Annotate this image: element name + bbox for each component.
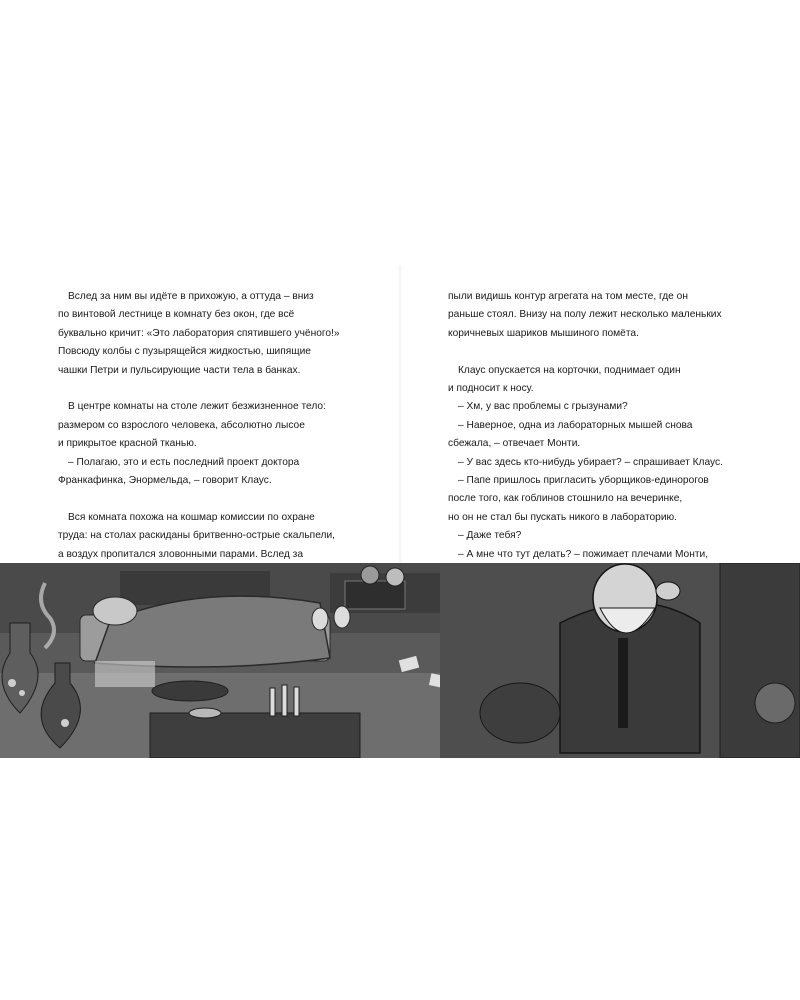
paragraph-gap (448, 343, 748, 361)
text-line: и подносит к носу. (448, 383, 534, 395)
specimen-jar (361, 566, 379, 584)
text-line: размером со взрослого человека, абсолютно лысое (58, 419, 305, 431)
window-frame (720, 563, 800, 758)
text-line: – Хм, у вас проблемы с грызунами? (458, 401, 628, 413)
petri-dish (189, 708, 221, 718)
lab-illustration (0, 563, 800, 758)
text-line: сбежала, – отвечает Монти. (448, 438, 581, 450)
text-line: по винтовой лестнице в комнату без окон, где всё (58, 309, 295, 321)
paragraph-gap (58, 380, 358, 398)
text-line: Повсюду колбы с пузырящейся жидкостью, шипящие (58, 346, 311, 358)
body-foot (312, 608, 328, 630)
text-line: – А мне что тут делать? – пожимает плечами Монти, (458, 548, 709, 560)
text-line: – У вас здесь кто-нибудь убирает? – спрашивает Клаус. (458, 456, 723, 468)
bubble (19, 690, 25, 696)
text-line: Вся комната похожа на кошмар комиссии по охране (68, 511, 315, 523)
text-line: чашки Петри и пульсирующие части тела в банках. (58, 364, 301, 376)
body-head (93, 597, 137, 625)
text-line: буквально кричит: «Это лаборатория спятившего учёного!» (58, 327, 340, 339)
text-line: труда: на столах раскиданы бритвенно-острые скальпели, (58, 530, 335, 542)
lab-bench (150, 713, 360, 758)
text-line: – Папе пришлось пригласить уборщиков-единорогов (458, 475, 709, 487)
text-line: после того, как гоблинов стошнило на вечеринке, (448, 493, 683, 505)
paragraph (58, 288, 358, 380)
text-line: – Даже тебя? (458, 530, 522, 542)
test-tube (294, 687, 299, 716)
text-line: раньше стоял. Внизу на полу лежит несколько маленьких (448, 309, 722, 321)
paragraph (58, 398, 358, 490)
text-line: Клаус опускается на корточки, поднимает один (458, 364, 681, 376)
paragraph (448, 288, 748, 343)
klaus-knee (480, 683, 560, 743)
text-line: коричневых шариков мышиного помёта. (448, 327, 639, 339)
text-line: а воздух пропитался зловонными парами. Вслед за (58, 548, 304, 560)
text-line: Франкафинка, Энормельда, – говорит Клаус. (58, 475, 272, 487)
skull-jar (386, 568, 404, 586)
table-glow (95, 661, 155, 687)
body-foot (334, 606, 350, 628)
jar (755, 683, 795, 723)
test-tube (282, 685, 287, 716)
table-base (152, 681, 228, 701)
paragraph-gap (58, 490, 358, 508)
klaus-tie (618, 638, 628, 728)
text-line: Вслед за ним вы идёте в прихожую, а оттуда – вниз (68, 291, 314, 302)
bubble (61, 719, 69, 727)
test-tube (270, 688, 275, 716)
klaus-hand (656, 582, 680, 600)
text-line: В центре комнаты на столе лежит безжизненное тело: (68, 401, 326, 413)
text-line: и прикрытое красной тканью. (58, 438, 197, 450)
text-line: – Полагаю, это и есть последний проект доктора (68, 456, 300, 468)
text-line: пыли видишь контур агрегата на том месте, где он (448, 291, 688, 302)
bubble (8, 679, 16, 687)
text-line: но он не стал бы пускать никого в лабораторию. (448, 511, 678, 523)
text-line: – Наверное, одна из лабораторных мышей снова (458, 419, 693, 431)
page-gutter (398, 265, 402, 565)
